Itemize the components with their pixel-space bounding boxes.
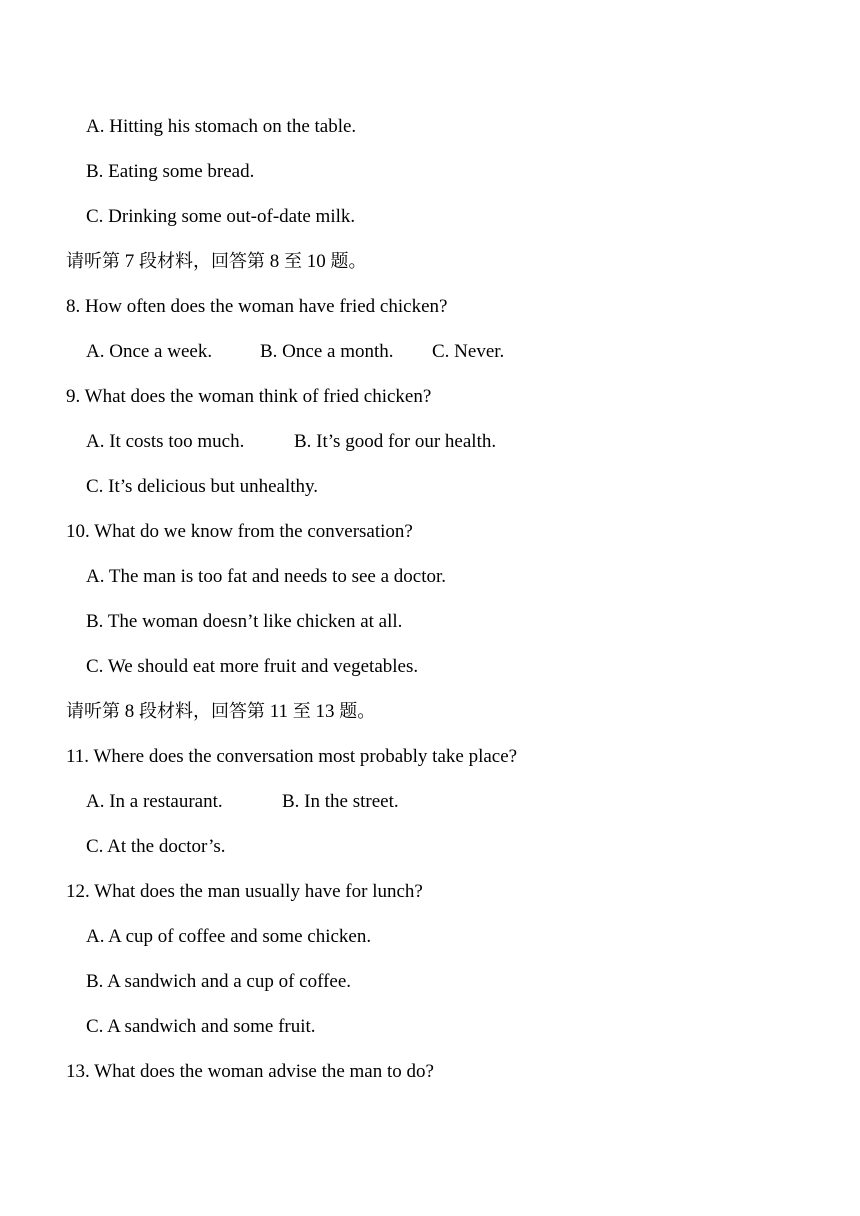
section-7-number-3: 10 — [302, 251, 331, 272]
q11-option-c: C. At the doctor’s. — [86, 836, 226, 857]
q11-option-b: B. In the street. — [282, 791, 399, 812]
q11-option-a: A. In a restaurant. — [86, 791, 223, 812]
q8-question: 8. How often does the woman have fried chicken? — [66, 296, 448, 317]
q10-option-a: A. The man is too fat and needs to see a doctor. — [86, 566, 447, 587]
q9-option-a: A. It costs too much. — [86, 431, 245, 452]
q12-option-c: C. A sandwich and some fruit. — [86, 1016, 316, 1037]
q10-option-b: B. The woman doesn’t like chicken at all. — [86, 611, 403, 632]
q8-option-c: C. Never. — [432, 341, 505, 362]
q10-option-c: C. We should eat more fruit and vegetables. — [86, 656, 419, 677]
q7-option-c: C. Drinking some out-of-date milk. — [86, 206, 356, 227]
section-8-text-4: 题。 — [339, 701, 376, 722]
section-7-instruction — [66, 250, 367, 274]
section-7-text-3: 至 — [284, 251, 302, 272]
section-8-text-2: 段材料，回答第 — [139, 701, 265, 722]
section-7-number-2: 8 — [265, 251, 284, 272]
q8-option-a: A. Once a week. — [86, 341, 213, 362]
q12-question: 12. What does the man usually have for lunch? — [66, 881, 423, 902]
q7-option-a: A. Hitting his stomach on the table. — [86, 116, 357, 137]
section-8-number-1: 8 — [120, 701, 139, 722]
q8-options-row — [86, 340, 504, 364]
q9-option-b: B. It’s good for our health. — [294, 431, 497, 452]
section-8-instruction — [66, 700, 375, 724]
q9-options-row — [86, 430, 496, 454]
section-8-number-3: 13 — [310, 701, 340, 722]
q13-question: 13. What does the woman advise the man to do? — [66, 1061, 434, 1082]
section-8-number-2: 11 — [265, 701, 293, 722]
section-8-text-3: 至 — [292, 701, 311, 722]
section-7-text-2: 段材料，回答第 — [139, 251, 265, 272]
section-7-text-1: 请听第 — [66, 251, 120, 272]
section-7-number-1: 7 — [120, 251, 139, 272]
q11-question: 11. Where does the conversation most probably take place? — [66, 746, 518, 767]
q10-question: 10. What do we know from the conversation? — [66, 521, 413, 542]
q8-option-b: B. Once a month. — [260, 341, 394, 362]
q9-option-c: C. It’s delicious but unhealthy. — [86, 476, 319, 497]
section-7-text-4: 题。 — [330, 251, 367, 272]
q12-option-b: B. A sandwich and a cup of coffee. — [86, 971, 352, 992]
q12-option-a: A. A cup of coffee and some chicken. — [86, 926, 372, 947]
section-8-text-1: 请听第 — [66, 701, 120, 722]
q11-options-row — [86, 790, 399, 814]
q9-question: 9. What does the woman think of fried chicken? — [66, 386, 432, 407]
q7-option-b: B. Eating some bread. — [86, 161, 255, 182]
